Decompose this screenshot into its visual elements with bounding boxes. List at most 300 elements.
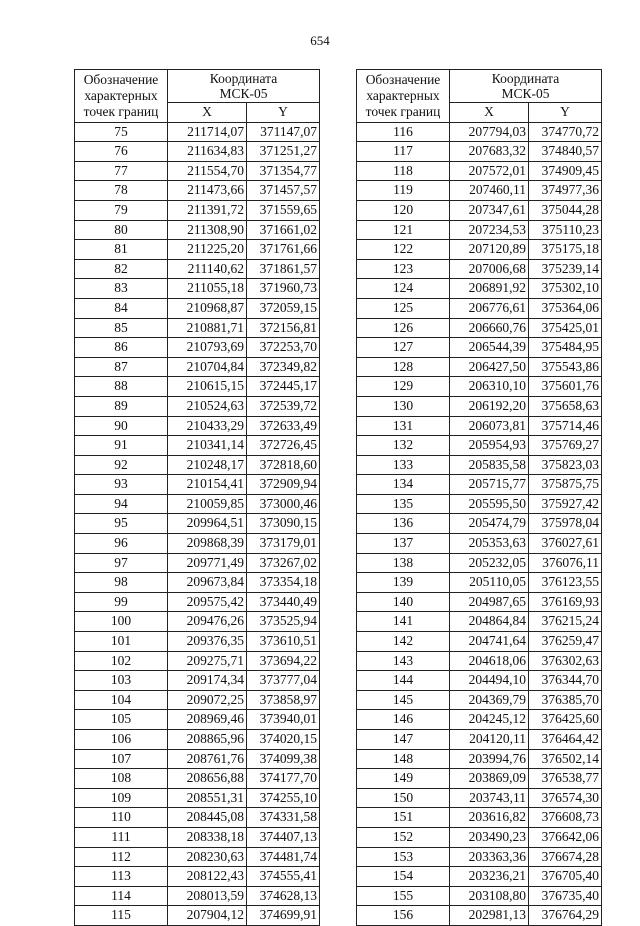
point-number-cell: 75 bbox=[75, 122, 168, 142]
point-number-cell: 103 bbox=[75, 671, 168, 691]
point-number-cell: 139 bbox=[357, 573, 450, 593]
table-row bbox=[75, 788, 320, 808]
y-coordinate-cell: 375302,10 bbox=[529, 279, 602, 299]
x-coordinate-cell: 210881,71 bbox=[168, 318, 247, 338]
point-number-cell: 137 bbox=[357, 534, 450, 554]
point-number-cell: 151 bbox=[357, 808, 450, 828]
y-coordinate-cell: 376538,77 bbox=[529, 769, 602, 789]
y-coordinate-cell: 373858,97 bbox=[247, 690, 320, 710]
point-number-cell: 89 bbox=[75, 396, 168, 416]
x-coordinate-cell: 203108,80 bbox=[450, 886, 529, 906]
table-row bbox=[75, 514, 320, 534]
y-coordinate-cell: 374407,13 bbox=[247, 827, 320, 847]
table-row bbox=[75, 220, 320, 240]
x-coordinate-cell: 209575,42 bbox=[168, 592, 247, 612]
y-coordinate-cell: 372909,94 bbox=[247, 475, 320, 495]
y-coordinate-cell: 372059,15 bbox=[247, 298, 320, 318]
table-row bbox=[357, 279, 602, 299]
y-coordinate-cell: 374699,91 bbox=[247, 906, 320, 926]
y-coordinate-cell: 374099,38 bbox=[247, 749, 320, 769]
x-coordinate-cell: 211634,83 bbox=[168, 142, 247, 162]
table-row bbox=[357, 200, 602, 220]
x-coordinate-cell: 211225,20 bbox=[168, 240, 247, 260]
y-coordinate-cell: 375044,28 bbox=[529, 200, 602, 220]
page-number: 654 bbox=[310, 33, 330, 48]
point-number-cell: 145 bbox=[357, 690, 450, 710]
y-coordinate-cell: 376344,70 bbox=[529, 671, 602, 691]
point-number-cell: 116 bbox=[357, 122, 450, 142]
coordinates-table-left bbox=[74, 69, 320, 926]
y-coordinate-cell: 375364,06 bbox=[529, 298, 602, 318]
y-coordinate-cell: 373525,94 bbox=[247, 612, 320, 632]
x-coordinate-cell: 209964,51 bbox=[168, 514, 247, 534]
y-coordinate-cell: 372156,81 bbox=[247, 318, 320, 338]
table-row bbox=[357, 690, 602, 710]
point-number-cell: 135 bbox=[357, 494, 450, 514]
table-row bbox=[75, 730, 320, 750]
table-row bbox=[75, 200, 320, 220]
x-coordinate-cell: 208230,63 bbox=[168, 847, 247, 867]
y-coordinate-cell: 375978,04 bbox=[529, 514, 602, 534]
point-number-cell: 94 bbox=[75, 494, 168, 514]
table-row bbox=[75, 357, 320, 377]
point-number-cell: 121 bbox=[357, 220, 450, 240]
point-number-cell: 128 bbox=[357, 357, 450, 377]
y-coordinate-cell: 372445,17 bbox=[247, 377, 320, 397]
y-coordinate-cell: 376735,40 bbox=[529, 886, 602, 906]
table-row bbox=[75, 181, 320, 201]
x-coordinate-cell: 209771,49 bbox=[168, 553, 247, 573]
y-coordinate-cell: 376642,06 bbox=[529, 827, 602, 847]
y-coordinate-cell: 372539,72 bbox=[247, 396, 320, 416]
table-row bbox=[75, 632, 320, 652]
y-header: Y bbox=[247, 103, 320, 123]
x-coordinate-cell: 205232,05 bbox=[450, 553, 529, 573]
table-row bbox=[357, 906, 602, 926]
y-coordinate-cell: 376574,30 bbox=[529, 788, 602, 808]
table-row bbox=[75, 259, 320, 279]
x-coordinate-cell: 210968,87 bbox=[168, 298, 247, 318]
x-coordinate-cell: 210704,84 bbox=[168, 357, 247, 377]
y-coordinate-cell: 375769,27 bbox=[529, 436, 602, 456]
y-coordinate-cell: 375484,95 bbox=[529, 338, 602, 358]
table-row bbox=[75, 553, 320, 573]
y-coordinate-cell: 373940,01 bbox=[247, 710, 320, 730]
point-number-cell: 93 bbox=[75, 475, 168, 495]
table-row bbox=[75, 534, 320, 554]
table-row bbox=[75, 847, 320, 867]
point-number-cell: 91 bbox=[75, 436, 168, 456]
x-coordinate-cell: 211140,62 bbox=[168, 259, 247, 279]
y-coordinate-cell: 371147,07 bbox=[247, 122, 320, 142]
y-coordinate-cell: 371661,02 bbox=[247, 220, 320, 240]
table-row bbox=[357, 396, 602, 416]
table-row bbox=[357, 436, 602, 456]
x-coordinate-cell: 211554,70 bbox=[168, 161, 247, 181]
point-number-cell: 96 bbox=[75, 534, 168, 554]
y-coordinate-cell: 375927,42 bbox=[529, 494, 602, 514]
point-number-cell: 77 bbox=[75, 161, 168, 181]
table-body-right bbox=[357, 122, 602, 925]
table-row bbox=[357, 161, 602, 181]
x-coordinate-cell: 207120,89 bbox=[450, 240, 529, 260]
point-number-cell: 110 bbox=[75, 808, 168, 828]
point-number-cell: 149 bbox=[357, 769, 450, 789]
table-row bbox=[75, 142, 320, 162]
x-coordinate-cell: 203743,11 bbox=[450, 788, 529, 808]
point-number-cell: 112 bbox=[75, 847, 168, 867]
point-number-cell: 79 bbox=[75, 200, 168, 220]
table-row bbox=[357, 357, 602, 377]
y-coordinate-cell: 376123,55 bbox=[529, 573, 602, 593]
point-number-cell: 117 bbox=[357, 142, 450, 162]
table-row bbox=[357, 553, 602, 573]
x-coordinate-cell: 207460,11 bbox=[450, 181, 529, 201]
point-number-cell: 129 bbox=[357, 377, 450, 397]
table-row bbox=[357, 788, 602, 808]
coordinate-header: Координата МСК-05 bbox=[168, 70, 320, 103]
table-row bbox=[357, 240, 602, 260]
x-coordinate-cell: 211714,07 bbox=[168, 122, 247, 142]
x-coordinate-cell: 205353,63 bbox=[450, 534, 529, 554]
x-coordinate-cell: 207794,03 bbox=[450, 122, 529, 142]
x-coordinate-cell: 209476,26 bbox=[168, 612, 247, 632]
point-number-cell: 101 bbox=[75, 632, 168, 652]
x-coordinate-cell: 204369,79 bbox=[450, 690, 529, 710]
table-row bbox=[75, 886, 320, 906]
table-row bbox=[75, 710, 320, 730]
point-number-cell: 141 bbox=[357, 612, 450, 632]
point-number-cell: 105 bbox=[75, 710, 168, 730]
x-coordinate-cell: 207683,32 bbox=[450, 142, 529, 162]
y-coordinate-cell: 375543,86 bbox=[529, 357, 602, 377]
x-coordinate-cell: 205595,50 bbox=[450, 494, 529, 514]
y-coordinate-cell: 376502,14 bbox=[529, 749, 602, 769]
point-number-cell: 111 bbox=[75, 827, 168, 847]
y-coordinate-cell: 373090,15 bbox=[247, 514, 320, 534]
x-coordinate-cell: 210524,63 bbox=[168, 396, 247, 416]
table-row bbox=[357, 455, 602, 475]
table-row bbox=[75, 298, 320, 318]
table-row bbox=[75, 651, 320, 671]
table-row bbox=[357, 220, 602, 240]
y-coordinate-cell: 375714,46 bbox=[529, 416, 602, 436]
point-number-cell: 106 bbox=[75, 730, 168, 750]
point-number-cell: 153 bbox=[357, 847, 450, 867]
point-number-cell: 150 bbox=[357, 788, 450, 808]
point-number-cell: 120 bbox=[357, 200, 450, 220]
table-row bbox=[75, 122, 320, 142]
y-coordinate-cell: 376425,60 bbox=[529, 710, 602, 730]
y-coordinate-cell: 375239,14 bbox=[529, 259, 602, 279]
table-row bbox=[357, 377, 602, 397]
y-coordinate-cell: 374331,58 bbox=[247, 808, 320, 828]
x-coordinate-cell: 205835,58 bbox=[450, 455, 529, 475]
table-row bbox=[357, 710, 602, 730]
point-number-cell: 131 bbox=[357, 416, 450, 436]
y-coordinate-cell: 375425,01 bbox=[529, 318, 602, 338]
designation-header: Обозначение характерных точек границ bbox=[357, 70, 450, 123]
x-coordinate-cell: 205954,93 bbox=[450, 436, 529, 456]
x-coordinate-cell: 204987,65 bbox=[450, 592, 529, 612]
table-row bbox=[75, 436, 320, 456]
y-coordinate-cell: 376464,42 bbox=[529, 730, 602, 750]
table-row bbox=[75, 690, 320, 710]
x-header: X bbox=[168, 103, 247, 123]
point-number-cell: 98 bbox=[75, 573, 168, 593]
point-number-cell: 104 bbox=[75, 690, 168, 710]
x-coordinate-cell: 206192,20 bbox=[450, 396, 529, 416]
x-coordinate-cell: 211055,18 bbox=[168, 279, 247, 299]
x-coordinate-cell: 210615,15 bbox=[168, 377, 247, 397]
point-number-cell: 136 bbox=[357, 514, 450, 534]
y-coordinate-cell: 371960,73 bbox=[247, 279, 320, 299]
point-number-cell: 148 bbox=[357, 749, 450, 769]
y-coordinate-cell: 376215,24 bbox=[529, 612, 602, 632]
x-coordinate-cell: 209868,39 bbox=[168, 534, 247, 554]
x-coordinate-cell: 207347,61 bbox=[450, 200, 529, 220]
point-number-cell: 99 bbox=[75, 592, 168, 612]
x-coordinate-cell: 202981,13 bbox=[450, 906, 529, 926]
point-number-cell: 97 bbox=[75, 553, 168, 573]
table-row bbox=[75, 338, 320, 358]
table-row bbox=[357, 671, 602, 691]
y-coordinate-cell: 373267,02 bbox=[247, 553, 320, 573]
point-number-cell: 143 bbox=[357, 651, 450, 671]
table-row bbox=[75, 671, 320, 691]
x-coordinate-cell: 203363,36 bbox=[450, 847, 529, 867]
table-row bbox=[75, 318, 320, 338]
x-coordinate-cell: 208551,31 bbox=[168, 788, 247, 808]
x-coordinate-cell: 211473,66 bbox=[168, 181, 247, 201]
point-number-cell: 90 bbox=[75, 416, 168, 436]
coordinate-header: Координата МСК-05 bbox=[450, 70, 602, 103]
point-number-cell: 138 bbox=[357, 553, 450, 573]
table-row bbox=[75, 396, 320, 416]
table-row bbox=[357, 867, 602, 887]
table-row bbox=[357, 416, 602, 436]
y-coordinate-cell: 376169,93 bbox=[529, 592, 602, 612]
point-number-cell: 95 bbox=[75, 514, 168, 534]
table-row bbox=[357, 612, 602, 632]
y-coordinate-cell: 376076,11 bbox=[529, 553, 602, 573]
table-row bbox=[357, 122, 602, 142]
x-coordinate-cell: 206891,92 bbox=[450, 279, 529, 299]
x-coordinate-cell: 207234,53 bbox=[450, 220, 529, 240]
y-coordinate-cell: 375110,23 bbox=[529, 220, 602, 240]
x-coordinate-cell: 210433,29 bbox=[168, 416, 247, 436]
table-row bbox=[357, 886, 602, 906]
point-number-cell: 152 bbox=[357, 827, 450, 847]
x-coordinate-cell: 208338,18 bbox=[168, 827, 247, 847]
x-coordinate-cell: 206776,61 bbox=[450, 298, 529, 318]
y-coordinate-cell: 374628,13 bbox=[247, 886, 320, 906]
table-row bbox=[357, 259, 602, 279]
x-coordinate-cell: 210793,69 bbox=[168, 338, 247, 358]
table-row bbox=[75, 827, 320, 847]
y-coordinate-cell: 371457,57 bbox=[247, 181, 320, 201]
x-coordinate-cell: 204618,06 bbox=[450, 651, 529, 671]
x-coordinate-cell: 203236,21 bbox=[450, 867, 529, 887]
table-row bbox=[357, 534, 602, 554]
x-coordinate-cell: 206073,81 bbox=[450, 416, 529, 436]
point-number-cell: 88 bbox=[75, 377, 168, 397]
y-coordinate-cell: 374255,10 bbox=[247, 788, 320, 808]
point-number-cell: 83 bbox=[75, 279, 168, 299]
y-coordinate-cell: 372818,60 bbox=[247, 455, 320, 475]
y-coordinate-cell: 376302,63 bbox=[529, 651, 602, 671]
x-coordinate-cell: 208656,88 bbox=[168, 769, 247, 789]
x-coordinate-cell: 210248,17 bbox=[168, 455, 247, 475]
y-coordinate-cell: 371861,57 bbox=[247, 259, 320, 279]
y-coordinate-cell: 374840,57 bbox=[529, 142, 602, 162]
point-number-cell: 132 bbox=[357, 436, 450, 456]
y-coordinate-cell: 372633,49 bbox=[247, 416, 320, 436]
table-row bbox=[75, 279, 320, 299]
y-coordinate-cell: 374555,41 bbox=[247, 867, 320, 887]
table-row bbox=[75, 475, 320, 495]
x-coordinate-cell: 206427,50 bbox=[450, 357, 529, 377]
table-row bbox=[357, 475, 602, 495]
x-coordinate-cell: 207006,68 bbox=[450, 259, 529, 279]
table-row bbox=[357, 181, 602, 201]
table-row bbox=[357, 749, 602, 769]
y-coordinate-cell: 376385,70 bbox=[529, 690, 602, 710]
table-row bbox=[75, 416, 320, 436]
x-coordinate-cell: 209174,34 bbox=[168, 671, 247, 691]
y-coordinate-cell: 375658,63 bbox=[529, 396, 602, 416]
x-coordinate-cell: 210154,41 bbox=[168, 475, 247, 495]
x-coordinate-cell: 204120,11 bbox=[450, 730, 529, 750]
y-coordinate-cell: 373354,18 bbox=[247, 573, 320, 593]
coordinates-table-right bbox=[356, 69, 602, 926]
y-header: Y bbox=[529, 103, 602, 123]
y-coordinate-cell: 376705,40 bbox=[529, 867, 602, 887]
point-number-cell: 133 bbox=[357, 455, 450, 475]
table-row bbox=[357, 632, 602, 652]
y-coordinate-cell: 374177,70 bbox=[247, 769, 320, 789]
table-row bbox=[357, 573, 602, 593]
x-coordinate-cell: 211308,90 bbox=[168, 220, 247, 240]
table-body-left bbox=[75, 122, 320, 925]
point-number-cell: 115 bbox=[75, 906, 168, 926]
x-coordinate-cell: 208013,59 bbox=[168, 886, 247, 906]
y-coordinate-cell: 376764,29 bbox=[529, 906, 602, 926]
point-number-cell: 87 bbox=[75, 357, 168, 377]
point-number-cell: 102 bbox=[75, 651, 168, 671]
table-row bbox=[75, 377, 320, 397]
x-coordinate-cell: 209275,71 bbox=[168, 651, 247, 671]
y-coordinate-cell: 372349,82 bbox=[247, 357, 320, 377]
x-coordinate-cell: 205110,05 bbox=[450, 573, 529, 593]
y-coordinate-cell: 373000,46 bbox=[247, 494, 320, 514]
point-number-cell: 113 bbox=[75, 867, 168, 887]
x-coordinate-cell: 209673,84 bbox=[168, 573, 247, 593]
x-coordinate-cell: 206660,76 bbox=[450, 318, 529, 338]
y-coordinate-cell: 376259,47 bbox=[529, 632, 602, 652]
table-row bbox=[75, 573, 320, 593]
x-coordinate-cell: 208445,08 bbox=[168, 808, 247, 828]
table-row bbox=[75, 455, 320, 475]
y-coordinate-cell: 373694,22 bbox=[247, 651, 320, 671]
point-number-cell: 125 bbox=[357, 298, 450, 318]
y-coordinate-cell: 374770,72 bbox=[529, 122, 602, 142]
x-coordinate-cell: 203490,23 bbox=[450, 827, 529, 847]
x-coordinate-cell: 208122,43 bbox=[168, 867, 247, 887]
y-coordinate-cell: 374020,15 bbox=[247, 730, 320, 750]
table-row bbox=[357, 651, 602, 671]
y-coordinate-cell: 376674,28 bbox=[529, 847, 602, 867]
y-coordinate-cell: 373179,01 bbox=[247, 534, 320, 554]
table-row bbox=[75, 749, 320, 769]
point-number-cell: 108 bbox=[75, 769, 168, 789]
y-coordinate-cell: 371761,66 bbox=[247, 240, 320, 260]
x-coordinate-cell: 206310,10 bbox=[450, 377, 529, 397]
x-coordinate-cell: 204741,64 bbox=[450, 632, 529, 652]
table-row bbox=[75, 612, 320, 632]
point-number-cell: 154 bbox=[357, 867, 450, 887]
point-number-cell: 82 bbox=[75, 259, 168, 279]
x-coordinate-cell: 206544,39 bbox=[450, 338, 529, 358]
point-number-cell: 130 bbox=[357, 396, 450, 416]
point-number-cell: 86 bbox=[75, 338, 168, 358]
x-coordinate-cell: 204864,84 bbox=[450, 612, 529, 632]
y-coordinate-cell: 374909,45 bbox=[529, 161, 602, 181]
y-coordinate-cell: 376027,61 bbox=[529, 534, 602, 554]
x-coordinate-cell: 209376,35 bbox=[168, 632, 247, 652]
point-number-cell: 85 bbox=[75, 318, 168, 338]
point-number-cell: 147 bbox=[357, 730, 450, 750]
table-row bbox=[357, 494, 602, 514]
x-coordinate-cell: 209072,25 bbox=[168, 690, 247, 710]
x-coordinate-cell: 207572,01 bbox=[450, 161, 529, 181]
x-coordinate-cell: 205715,77 bbox=[450, 475, 529, 495]
table-row bbox=[357, 769, 602, 789]
point-number-cell: 84 bbox=[75, 298, 168, 318]
point-number-cell: 127 bbox=[357, 338, 450, 358]
table-row bbox=[357, 142, 602, 162]
point-number-cell: 146 bbox=[357, 710, 450, 730]
point-number-cell: 100 bbox=[75, 612, 168, 632]
x-coordinate-cell: 210341,14 bbox=[168, 436, 247, 456]
designation-header: Обозначение характерных точек границ bbox=[75, 70, 168, 123]
table-row bbox=[357, 827, 602, 847]
table-row bbox=[75, 906, 320, 926]
point-number-cell: 78 bbox=[75, 181, 168, 201]
x-coordinate-cell: 207904,12 bbox=[168, 906, 247, 926]
y-coordinate-cell: 371559,65 bbox=[247, 200, 320, 220]
x-coordinate-cell: 208865,96 bbox=[168, 730, 247, 750]
point-number-cell: 156 bbox=[357, 906, 450, 926]
y-coordinate-cell: 375601,76 bbox=[529, 377, 602, 397]
point-number-cell: 142 bbox=[357, 632, 450, 652]
y-coordinate-cell: 375875,75 bbox=[529, 475, 602, 495]
point-number-cell: 126 bbox=[357, 318, 450, 338]
point-number-cell: 80 bbox=[75, 220, 168, 240]
table-row bbox=[75, 161, 320, 181]
y-coordinate-cell: 373777,04 bbox=[247, 671, 320, 691]
table-row bbox=[75, 808, 320, 828]
y-coordinate-cell: 374977,36 bbox=[529, 181, 602, 201]
point-number-cell: 119 bbox=[357, 181, 450, 201]
y-coordinate-cell: 374481,74 bbox=[247, 847, 320, 867]
y-coordinate-cell: 372726,45 bbox=[247, 436, 320, 456]
x-coordinate-cell: 211391,72 bbox=[168, 200, 247, 220]
point-number-cell: 140 bbox=[357, 592, 450, 612]
point-number-cell: 123 bbox=[357, 259, 450, 279]
y-coordinate-cell: 376608,73 bbox=[529, 808, 602, 828]
point-number-cell: 144 bbox=[357, 671, 450, 691]
